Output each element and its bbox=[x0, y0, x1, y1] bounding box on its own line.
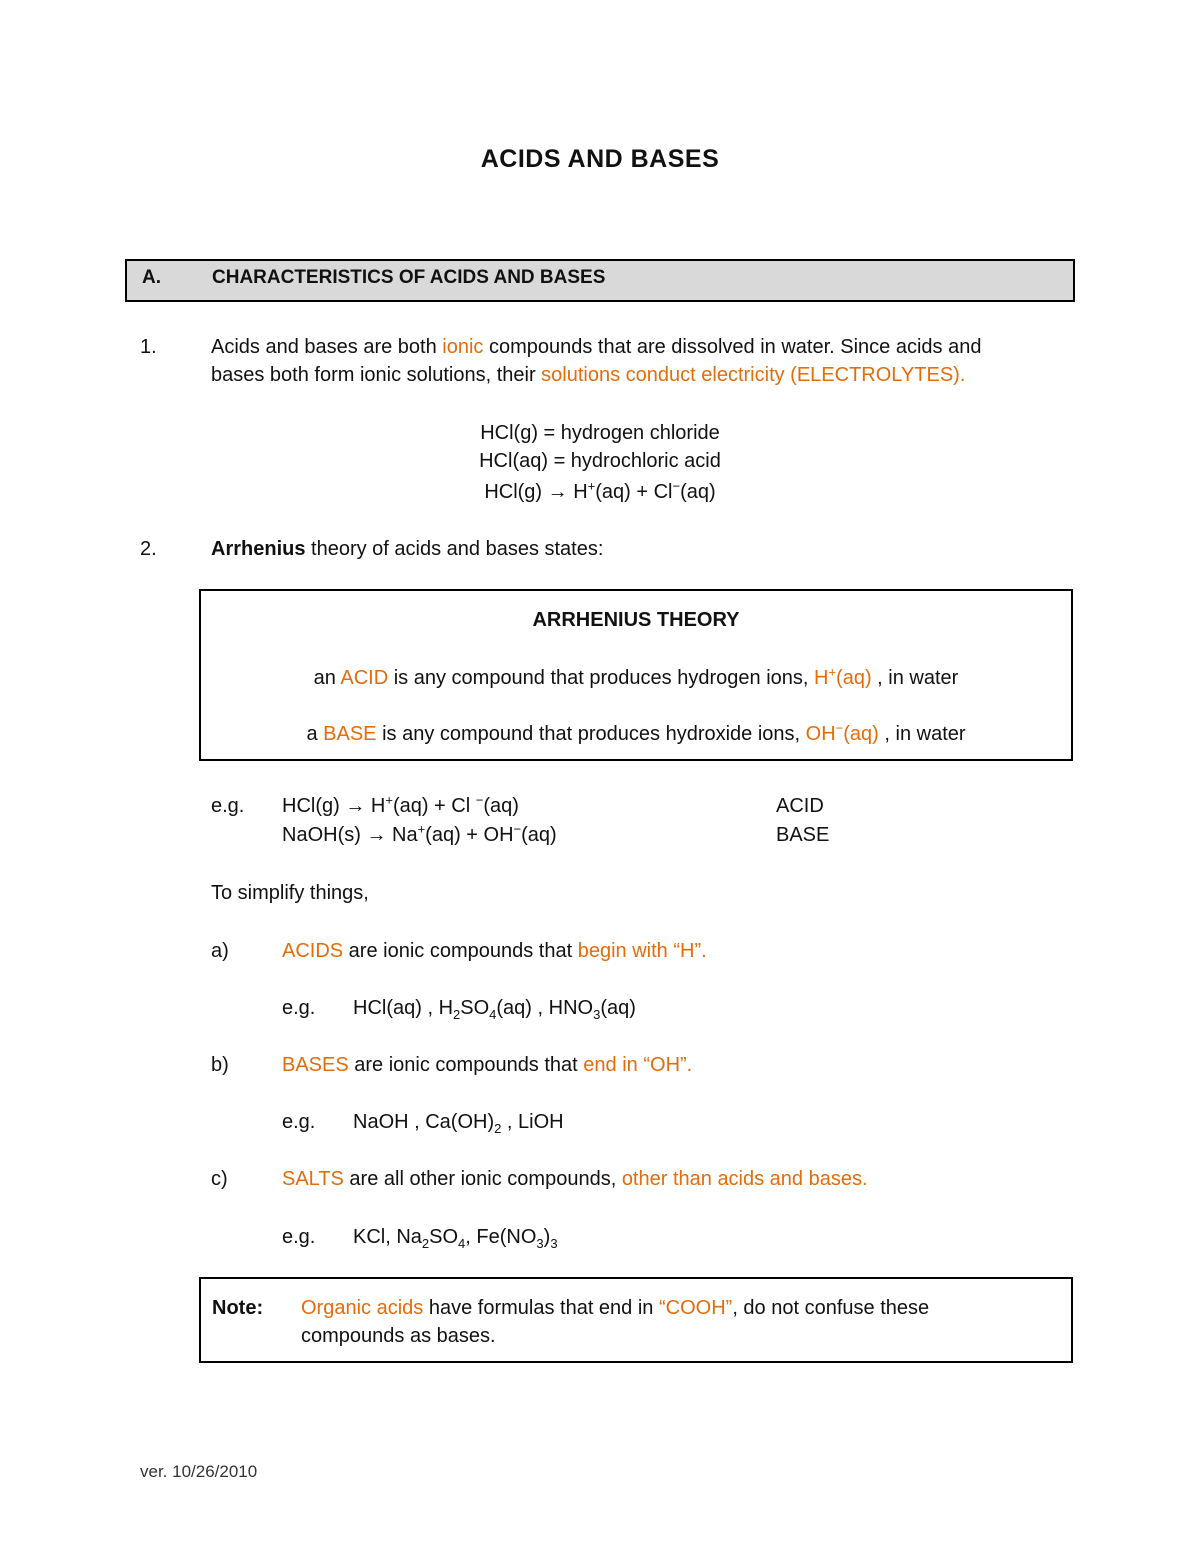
version-footer: ver. 10/26/2010 bbox=[140, 1462, 258, 1481]
page-title: ACIDS AND BASES bbox=[480, 145, 720, 173]
text: (aq) bbox=[483, 795, 519, 817]
item-1-line-1 bbox=[211, 333, 981, 361]
text: an bbox=[313, 667, 341, 689]
note-line-1 bbox=[301, 1294, 929, 1322]
superscript: − bbox=[835, 720, 844, 736]
text: is any compound that produces hydroxide ions, bbox=[376, 723, 806, 745]
text: ) bbox=[543, 1226, 551, 1248]
example-label: e.g. bbox=[211, 795, 245, 817]
superscript: + bbox=[385, 792, 393, 808]
text: NaOH , Ca(OH) bbox=[353, 1111, 495, 1133]
highlight-aq: (aq) bbox=[843, 723, 879, 745]
superscript: − bbox=[513, 821, 522, 837]
superscript: + bbox=[587, 478, 596, 494]
text: is any compound that produces hydrogen ions, bbox=[388, 667, 814, 689]
text: compounds that are dissolved in water. Since acids and bbox=[483, 336, 982, 358]
note-label: Note: bbox=[212, 1297, 264, 1319]
point-a-label: a) bbox=[211, 940, 229, 962]
highlight-acid: ACID bbox=[340, 667, 389, 689]
text: HCl(g) → H bbox=[282, 795, 386, 817]
subscript: 2 bbox=[494, 1121, 502, 1136]
text: (aq) + Cl bbox=[392, 795, 476, 817]
text: are ionic compounds that bbox=[343, 940, 578, 962]
highlight-other: other than acids and bases. bbox=[621, 1168, 868, 1190]
text: , LiOH bbox=[501, 1111, 564, 1133]
arrhenius-theory-box bbox=[199, 589, 1073, 761]
example-reaction-base bbox=[282, 821, 557, 849]
highlight-aq: (aq) bbox=[836, 667, 872, 689]
equation-1: HCl(g) = hydrogen chloride bbox=[480, 422, 720, 444]
example-acid-label: ACID bbox=[776, 795, 824, 817]
box-heading: ARRHENIUS THEORY bbox=[532, 609, 740, 631]
section-heading-bar bbox=[125, 259, 1075, 302]
highlight-oh: OH bbox=[805, 723, 836, 745]
point-b-label: b) bbox=[211, 1054, 229, 1076]
item-2-number: 2. bbox=[140, 538, 157, 560]
subscript: 4 bbox=[489, 1007, 497, 1022]
example-reaction-acid bbox=[282, 792, 519, 820]
subscript: 3 bbox=[593, 1007, 601, 1022]
superscript: + bbox=[417, 821, 426, 837]
text: , do not confuse these bbox=[732, 1297, 930, 1319]
term-arrhenius: Arrhenius bbox=[211, 538, 306, 560]
equation-3 bbox=[0, 478, 1200, 506]
acid-definition bbox=[201, 664, 1071, 692]
text: (aq) bbox=[680, 481, 716, 503]
text: are all other ionic compounds, bbox=[343, 1168, 622, 1190]
highlight-end-oh: end in “OH”. bbox=[583, 1054, 693, 1076]
item-1-number: 1. bbox=[140, 336, 157, 358]
highlight-salts: SALTS bbox=[282, 1168, 344, 1190]
text: are ionic compounds that bbox=[348, 1054, 584, 1076]
subscript: 2 bbox=[421, 1236, 430, 1251]
highlight-base: BASE bbox=[323, 723, 377, 745]
base-definition bbox=[201, 720, 1071, 748]
item-1-line-2 bbox=[211, 361, 965, 389]
subscript: 3 bbox=[550, 1236, 558, 1251]
point-a-examples bbox=[353, 994, 636, 1022]
text: , Fe(NO bbox=[465, 1226, 537, 1248]
point-c-text bbox=[282, 1165, 868, 1193]
highlight-electrolytes: solutions conduct electricity (ELECTROLYTES). bbox=[541, 364, 966, 386]
note-box bbox=[199, 1277, 1073, 1363]
text: SO bbox=[460, 997, 490, 1019]
item-2-intro bbox=[211, 535, 603, 563]
simplify-intro: To simplify things, bbox=[211, 882, 369, 904]
highlight-organic-acids: Organic acids bbox=[301, 1297, 424, 1319]
text: theory of acids and bases states: bbox=[305, 538, 604, 560]
highlight-ionic: ionic bbox=[442, 336, 484, 358]
highlight-h: H bbox=[814, 667, 829, 689]
text: SO bbox=[429, 1226, 459, 1248]
point-a-eg: e.g. bbox=[282, 997, 316, 1019]
subscript: 4 bbox=[458, 1236, 466, 1251]
superscript: + bbox=[828, 664, 837, 680]
example-base-label: BASE bbox=[776, 824, 830, 846]
equation-2: HCl(aq) = hydrochloric acid bbox=[479, 450, 721, 472]
note-line-2: compounds as bases. bbox=[301, 1325, 496, 1347]
highlight-cooh: “COOH” bbox=[658, 1297, 733, 1319]
highlight-bases: BASES bbox=[282, 1054, 349, 1076]
subscript: 2 bbox=[453, 1007, 461, 1022]
text: bases both form ionic solutions, their bbox=[211, 364, 542, 386]
text: NaOH(s) → Na bbox=[282, 824, 418, 846]
point-c-eg: e.g. bbox=[282, 1226, 316, 1248]
text: (aq) + Cl bbox=[595, 481, 673, 503]
subscript: 3 bbox=[536, 1236, 544, 1251]
highlight-begin-h: begin with “H”. bbox=[577, 940, 707, 962]
superscript: − bbox=[672, 478, 681, 494]
text: (aq) bbox=[521, 824, 557, 846]
section-letter: A. bbox=[142, 267, 161, 288]
text: (aq) + OH bbox=[425, 824, 514, 846]
text: Acids and bases are both bbox=[211, 336, 443, 358]
point-c-examples bbox=[353, 1223, 558, 1251]
text: HCl(aq) , H bbox=[353, 997, 454, 1019]
text: , in water bbox=[878, 723, 966, 745]
text: (aq) bbox=[600, 997, 636, 1019]
text: HCl(g) → H bbox=[484, 481, 588, 503]
section-heading: CHARACTERISTICS OF ACIDS AND BASES bbox=[212, 267, 606, 288]
text: , in water bbox=[871, 667, 959, 689]
point-a-text bbox=[282, 937, 707, 965]
point-b-text bbox=[282, 1051, 692, 1079]
point-c-label: c) bbox=[211, 1168, 228, 1190]
text: a bbox=[306, 723, 324, 745]
text: have formulas that end in bbox=[423, 1297, 659, 1319]
point-b-examples bbox=[353, 1108, 564, 1136]
superscript: − bbox=[475, 792, 484, 808]
point-b-eg: e.g. bbox=[282, 1111, 316, 1133]
text: KCl, Na bbox=[353, 1226, 422, 1248]
text: (aq) , HNO bbox=[496, 997, 594, 1019]
highlight-acids: ACIDS bbox=[282, 940, 344, 962]
